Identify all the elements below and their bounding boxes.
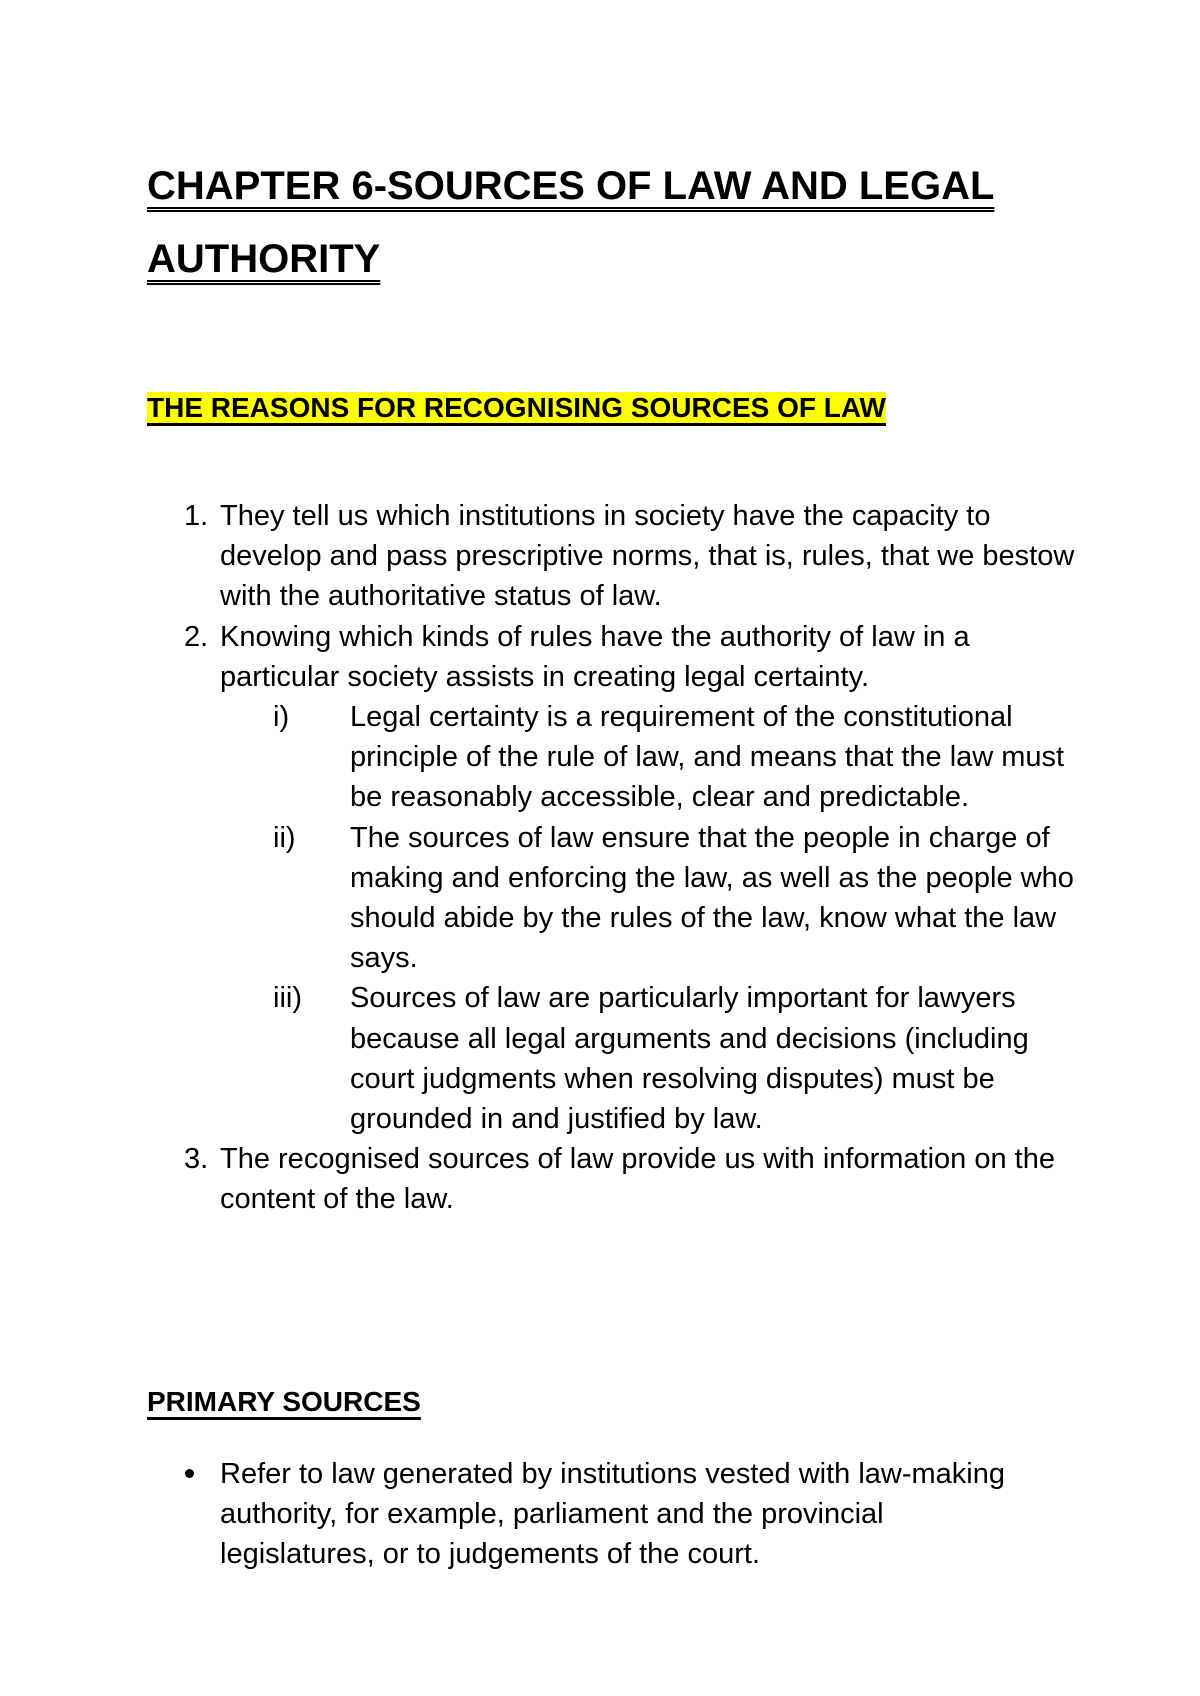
reasons-list	[147, 496, 1077, 1220]
list-number: 2.	[184, 620, 209, 653]
list-number: 1.	[184, 500, 209, 532]
chapter-title	[147, 150, 1087, 296]
bullet-item-text: Refer to law generated by institutions vested with law-making authority, for example, parliament and the provincial legislatures, or to judgements of the court.	[220, 1458, 1005, 1571]
list-item-text: The recognised sources of law provide us with information on the content of the law.	[220, 1143, 1055, 1216]
list-item-text: Knowing which kinds of rules have the authority of law in a particular society assists in creating legal certainty.	[220, 620, 970, 693]
section-heading-primary-sources	[147, 1378, 421, 1426]
list-item	[147, 1139, 1077, 1219]
bullet-item	[147, 1454, 1007, 1575]
chapter-title-text: CHAPTER 6-SOURCES OF LAW AND LEGAL AUTHORITY	[147, 164, 995, 281]
sub-list-item-text: Legal certainty is a requirement of the constitutional principle of the rule of law, and means that the law must be reasonably accessible, clear and predictable.	[350, 701, 1065, 814]
sub-list-item-text: Sources of law are particularly important for lawyers because all legal arguments and decisions (including court judgments when resolving disputes) must be grounded in and justified by law.	[350, 982, 1029, 1136]
sub-list-item	[220, 697, 1077, 818]
sub-list-marker: iii)	[273, 982, 302, 1015]
list-number: 3.	[184, 1143, 209, 1176]
sub-list-item	[220, 818, 1077, 979]
section-heading-reasons	[147, 384, 1047, 432]
sub-list-marker: i)	[273, 701, 290, 734]
list-item	[147, 496, 1077, 617]
bullet-icon	[185, 1469, 194, 1478]
primary-sources-list	[147, 1454, 1007, 1575]
list-item-text: They tell us which institutions in society have the capacity to develop and pass prescriptive norms, that is, rules, that we bestow with the authoritative status of law.	[220, 500, 1075, 613]
sub-list	[220, 697, 1077, 1139]
section-heading-reasons-text: THE REASONS FOR RECOGNISING SOURCES OF LAW	[147, 392, 886, 423]
list-item	[147, 617, 1077, 1140]
section-heading-primary-sources-text: PRIMARY SOURCES	[147, 1386, 421, 1417]
sub-list-item-text: The sources of law ensure that the people in charge of making and enforcing the law, as well as the people who should abide by the rules of the law, know what the law says.	[350, 821, 1074, 975]
sub-list-item	[220, 978, 1077, 1139]
sub-list-marker: ii)	[273, 821, 296, 854]
